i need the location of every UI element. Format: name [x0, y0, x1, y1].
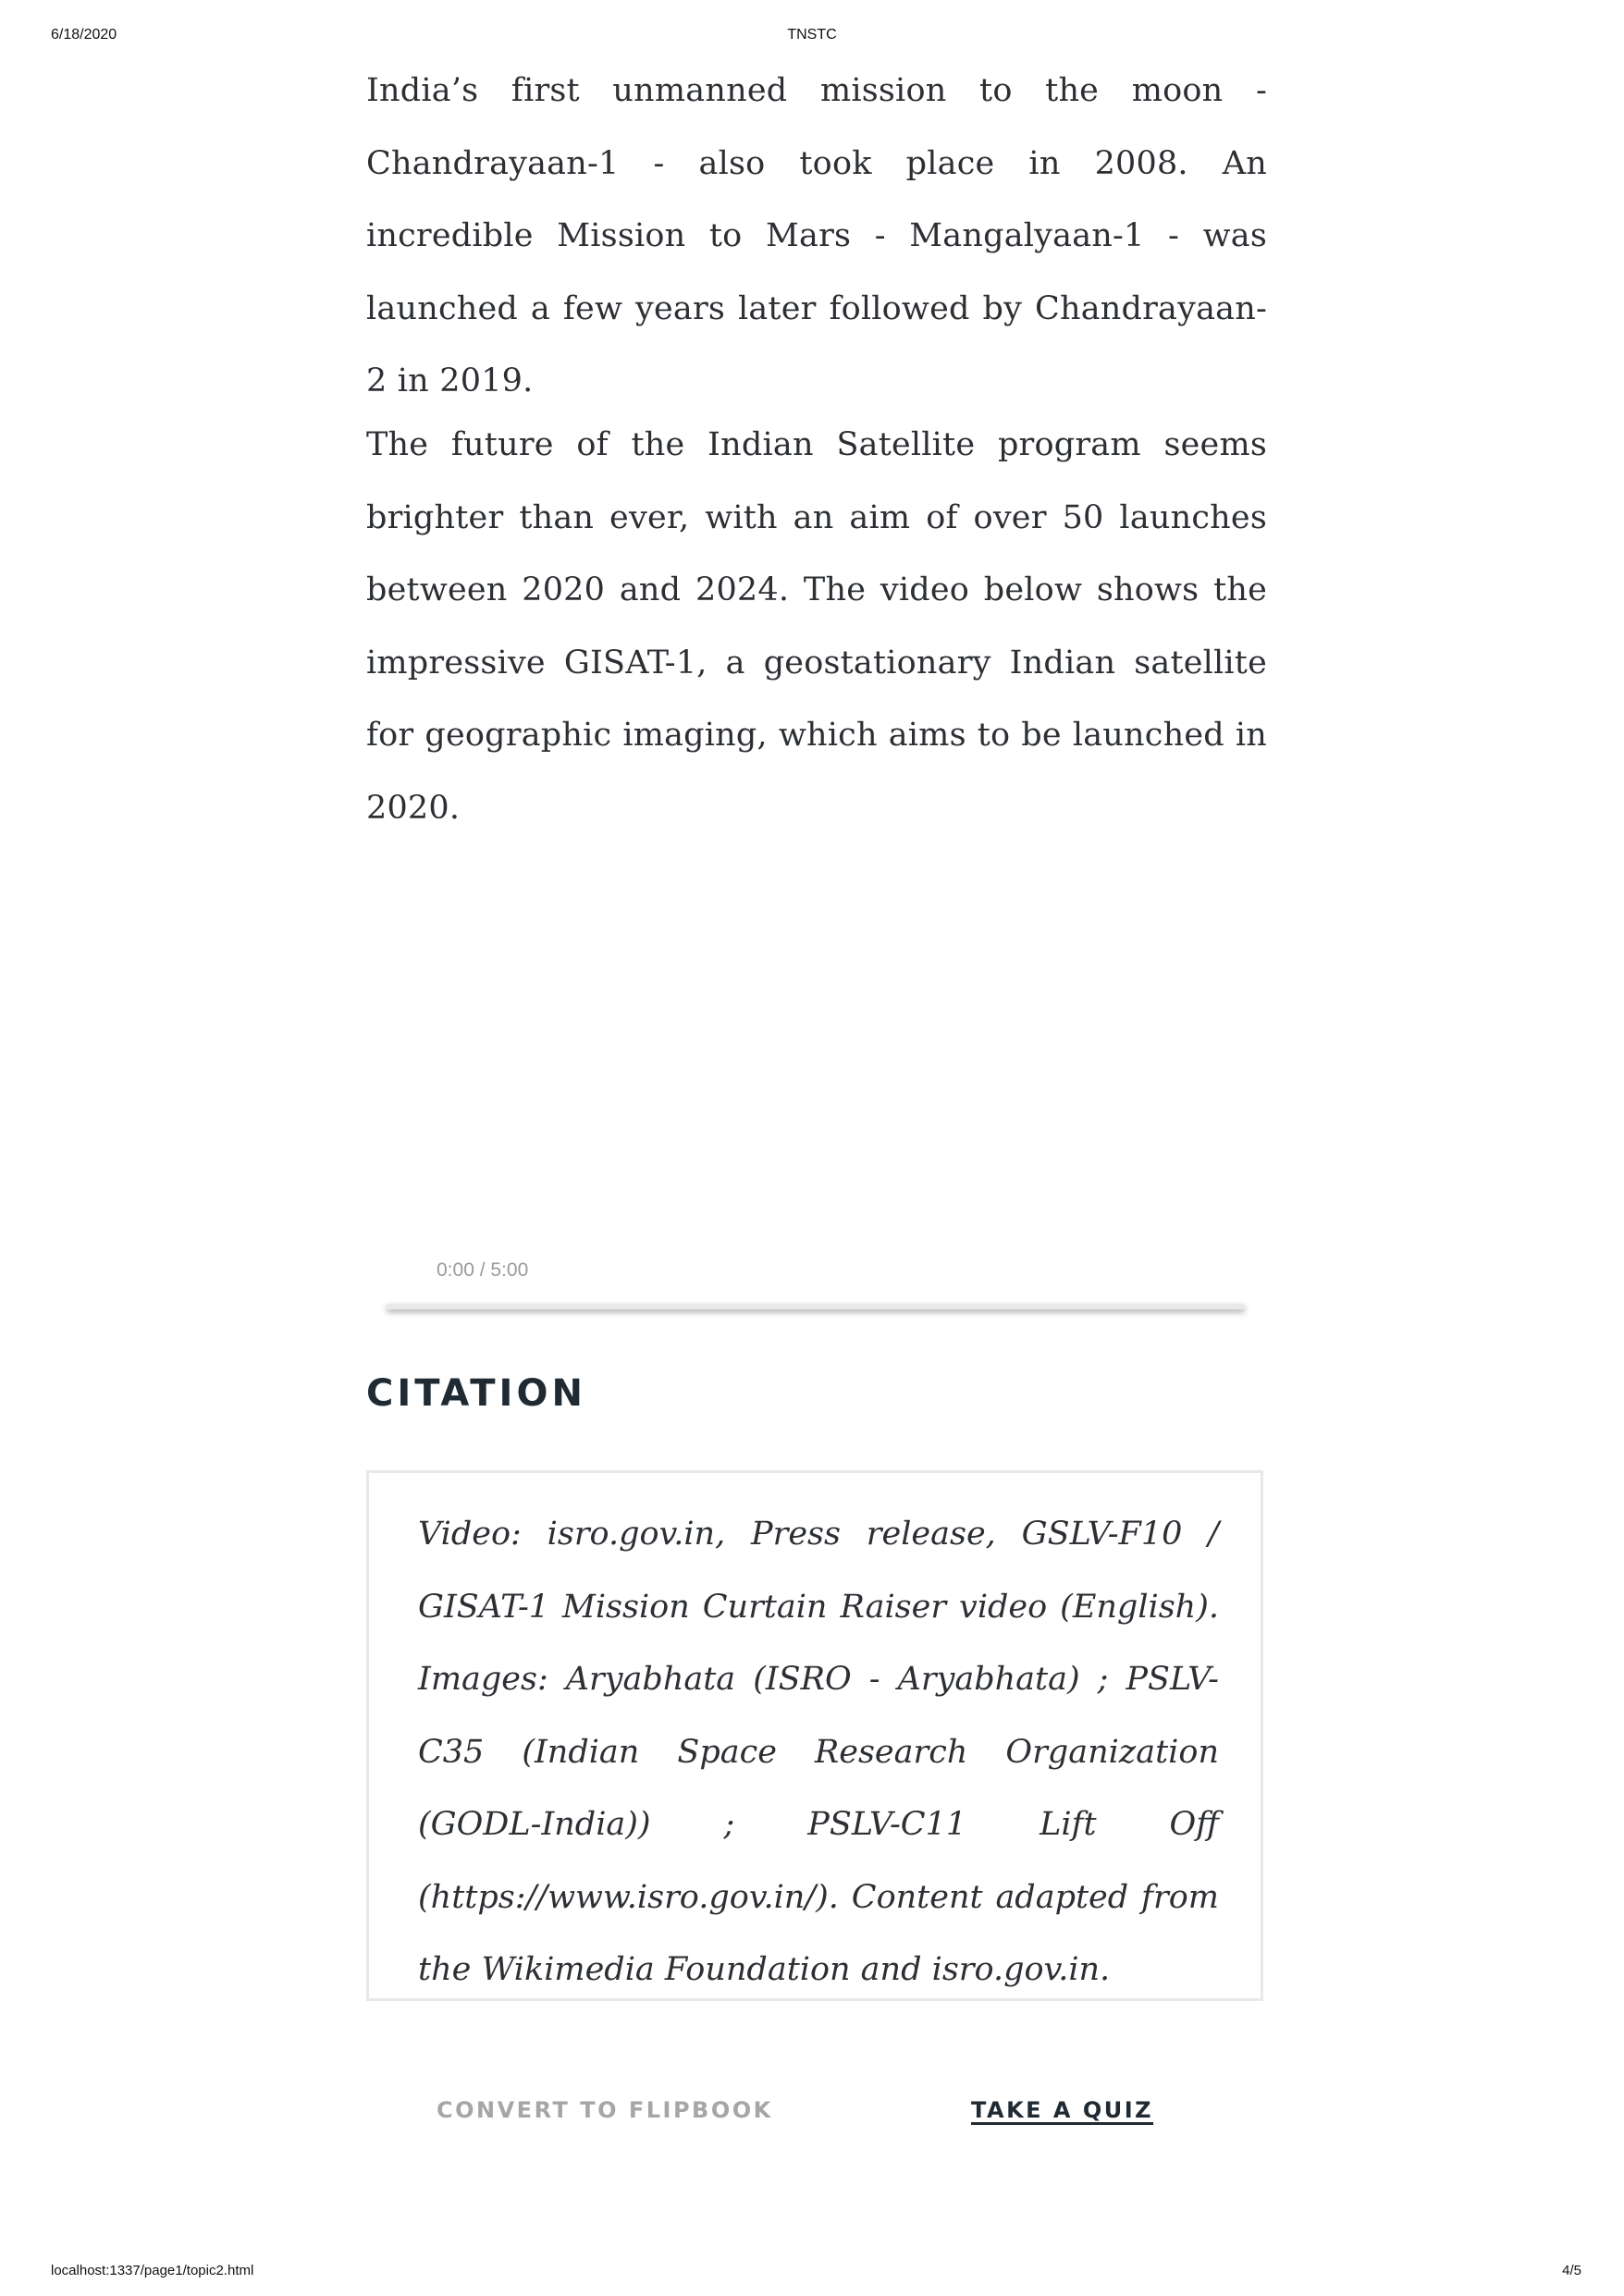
citation-box	[366, 1470, 1263, 2001]
video-time-display: 0:00 / 5:00	[437, 1259, 529, 1281]
convert-to-flipbook-link[interactable]: CONVERT TO FLIPBOOK	[437, 2097, 773, 2123]
print-page-number: 4/5	[1562, 2263, 1581, 2278]
article-paragraph-1: India’s first unmanned mission to the moon - Chandrayaan-1 - also took place in 2008. An incredible Mission to Mars - Mangalyaan-1 - was launched a few years later followed by Chandrayaan-2 in 2019.	[366, 72, 1267, 399]
take-a-quiz-link[interactable]: TAKE A QUIZ	[971, 2097, 1154, 2123]
print-page-title: TNSTC	[787, 27, 837, 43]
article-paragraph-2: The future of the Indian Satellite program seems brighter than ever, with an aim of over 50 launches between 2020 and 2024. The video below shows the impressive GISAT-1, a geostationary Indian satellite for geographic imaging, which aims to be launched in 2020.	[366, 426, 1267, 827]
video-progress-bar[interactable]	[387, 1304, 1245, 1309]
print-date: 6/18/2020	[51, 27, 117, 43]
citation-text: Video: isro.gov.in, Press release, GSLV-F10 / GISAT-1 Mission Curtain Raiser video (English). Images: Aryabhata (ISRO - Aryabhata) ; PSLV-C35 (Indian Space Research Organization (GODL-India)) ; PSLV-C11 Lift Off (https://www.isro.gov.in/). Content adapted from the Wikimedia Foundation and isro.gov.in.	[418, 1516, 1219, 1988]
video-player[interactable]	[366, 832, 1267, 1313]
print-url: localhost:1337/page1/topic2.html	[51, 2263, 254, 2278]
citation-heading: CITATION	[366, 1372, 586, 1415]
